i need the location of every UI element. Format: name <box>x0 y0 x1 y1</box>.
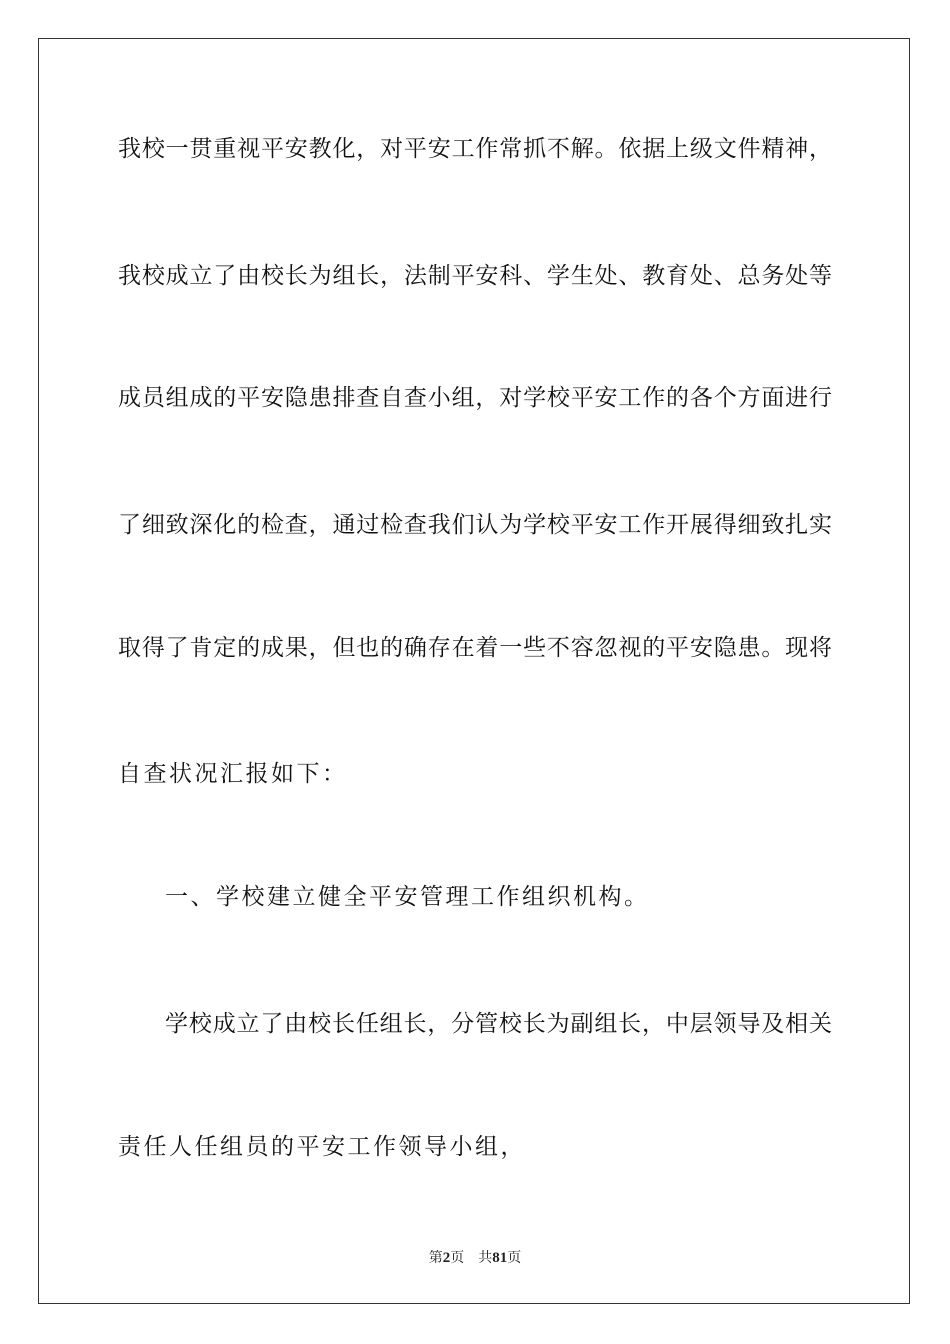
paragraph-line-6: 自查状况汇报如下： <box>118 761 348 787</box>
paragraph-line-8: 学校成立了由校长任组长，分管校长为副组长，中层领导及相关 <box>165 1011 832 1037</box>
paragraph-line-3: 成员组成的平安隐患排查自查小组，对学校平安工作的各个方面进行 <box>118 385 832 411</box>
footer-total-prefix: 共 <box>478 1250 493 1266</box>
footer-page-number: 2 <box>442 1250 451 1266</box>
paragraph-line-4: 了细致深化的检查，通过检查我们认为学校平安工作开展得细致扎实 <box>118 512 832 538</box>
page-border <box>38 38 910 1304</box>
section-heading: 一、学校建立健全平安管理工作组织机构。 <box>165 884 650 910</box>
paragraph-line-1: 我校一贯重视平安教化，对平安工作常抓不解。依据上级文件精神， <box>118 136 832 162</box>
footer-total-suffix: 页 <box>507 1250 522 1266</box>
paragraph-line-2: 我校成立了由校长为组长，法制平安科、学生处、教育处、总务处等 <box>118 263 832 289</box>
paragraph-line-9: 责任人任组员的平安工作领导小组， <box>118 1134 526 1160</box>
footer-page-prefix: 第 <box>428 1250 443 1266</box>
footer-total-pages: 81 <box>492 1250 508 1266</box>
page-footer <box>0 1249 950 1267</box>
footer-page-suffix: 页 <box>450 1250 465 1266</box>
paragraph-line-5: 取得了肯定的成果，但也的确存在着一些不容忽视的平安隐患。现将 <box>118 635 832 661</box>
